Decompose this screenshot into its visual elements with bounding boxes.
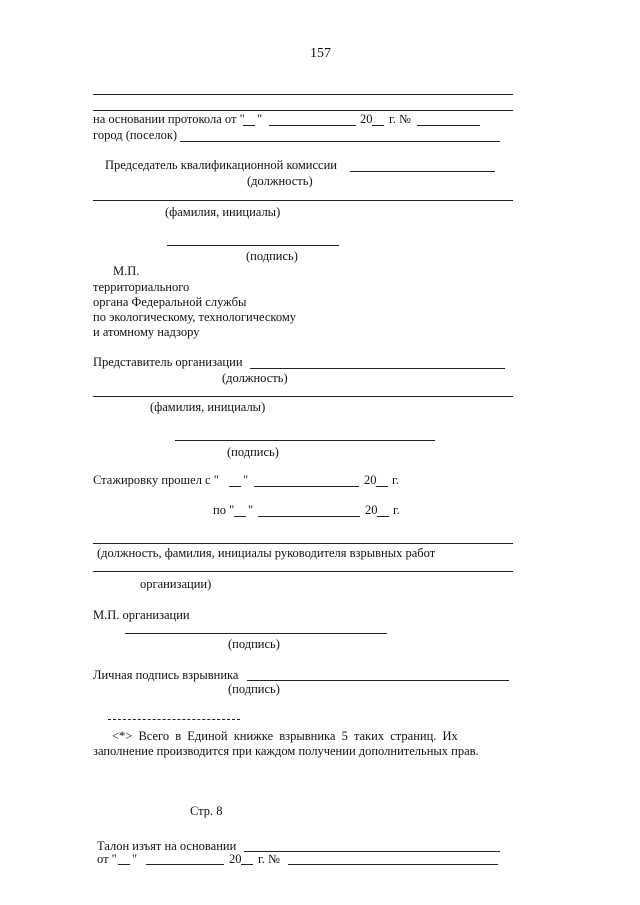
blank-month[interactable] <box>269 125 356 126</box>
blank-protocol-number[interactable] <box>417 125 480 126</box>
stamp-mp: М.П. <box>113 264 140 278</box>
blank-chairman-signature[interactable] <box>167 245 339 246</box>
protocol-year: 20 <box>360 112 373 126</box>
internship-year: 20 <box>364 473 377 487</box>
blank-blaster-signature[interactable] <box>247 680 509 681</box>
chairman-label: Председатель квалификационной комиссии <box>105 158 337 172</box>
blank-month[interactable] <box>258 516 360 517</box>
supervisor-caption-2: организации) <box>140 577 212 591</box>
blank-year[interactable] <box>376 486 388 487</box>
coupon-number-label: г. № <box>258 852 280 866</box>
signature-caption: (подпись) <box>228 682 280 696</box>
stamp-line: органа Федеральной службы <box>93 295 247 309</box>
blank-day[interactable] <box>118 864 130 865</box>
internship-quote: " <box>248 503 254 517</box>
protocol-number-label: г. № <box>389 112 411 126</box>
page-label: Стр. 8 <box>190 804 223 818</box>
blank-year[interactable] <box>241 864 253 865</box>
coupon-quote: " <box>132 852 138 866</box>
signature-caption: (подпись) <box>227 445 279 459</box>
blank-supervisor-2[interactable] <box>93 571 513 572</box>
blank-chairman-position[interactable] <box>350 171 495 172</box>
footnote-line: заполнение производится при каждом получении дополнительных прав. <box>93 744 479 758</box>
internship-quote: " <box>243 473 249 487</box>
coupon-year: 20 <box>229 852 242 866</box>
blank-coupon-number[interactable] <box>288 864 498 865</box>
signature-caption: (подпись) <box>228 637 280 651</box>
blank-supervisor[interactable] <box>93 543 513 544</box>
blank-rep-signature[interactable] <box>175 440 435 441</box>
blank-rep-name[interactable] <box>93 396 513 397</box>
internship-year: 20 <box>365 503 378 517</box>
coupon-label: Талон изъят на основании <box>97 839 237 853</box>
blank-line <box>93 94 513 95</box>
blank-day[interactable] <box>229 486 241 487</box>
blank-month[interactable] <box>254 486 359 487</box>
blank-day[interactable] <box>234 516 246 517</box>
blank-day[interactable] <box>243 125 255 126</box>
signature-caption: (подпись) <box>246 249 298 263</box>
page-number: 157 <box>310 46 331 61</box>
blank-rep-position[interactable] <box>250 368 505 369</box>
internship-label: Стажировку прошел с " <box>93 473 219 487</box>
stamp-line: по экологическому, технологическому <box>93 310 297 324</box>
blank-city[interactable] <box>180 141 500 142</box>
blank-org-signature[interactable] <box>125 633 387 634</box>
name-caption: (фамилия, инициалы) <box>165 205 281 219</box>
blank-coupon-basis[interactable] <box>244 851 500 852</box>
representative-label: Представитель организации <box>93 355 243 369</box>
supervisor-caption: (должность, фамилия, инициалы руководителя взрывных работ <box>97 546 436 560</box>
org-stamp-label: М.П. организации <box>93 608 190 622</box>
stamp-line: территориального <box>93 280 190 294</box>
blank-line <box>93 110 513 111</box>
internship-to-label: по " <box>213 503 235 517</box>
coupon-from-label: от " <box>97 852 117 866</box>
internship-year-suffix: г. <box>393 503 400 517</box>
position-caption: (должность) <box>222 371 288 385</box>
blaster-signature-label: Личная подпись взрывника <box>93 668 239 682</box>
blank-month[interactable] <box>146 864 224 865</box>
blank-year[interactable] <box>377 516 389 517</box>
internship-year-suffix: г. <box>392 473 399 487</box>
city-label: город (поселок) <box>93 128 178 142</box>
name-caption: (фамилия, инициалы) <box>150 400 266 414</box>
footnote-line: <*> Всего в Единой книжке взрывника 5 таких страниц. Их <box>112 729 458 743</box>
protocol-quote: " <box>257 112 263 126</box>
position-caption: (должность) <box>247 174 313 188</box>
blank-chairman-name[interactable] <box>93 200 513 201</box>
blank-year[interactable] <box>372 125 384 126</box>
protocol-prefix: на основании протокола от " <box>93 112 245 126</box>
footnote-separator <box>108 719 240 720</box>
stamp-line: и атомному надзору <box>93 325 200 339</box>
